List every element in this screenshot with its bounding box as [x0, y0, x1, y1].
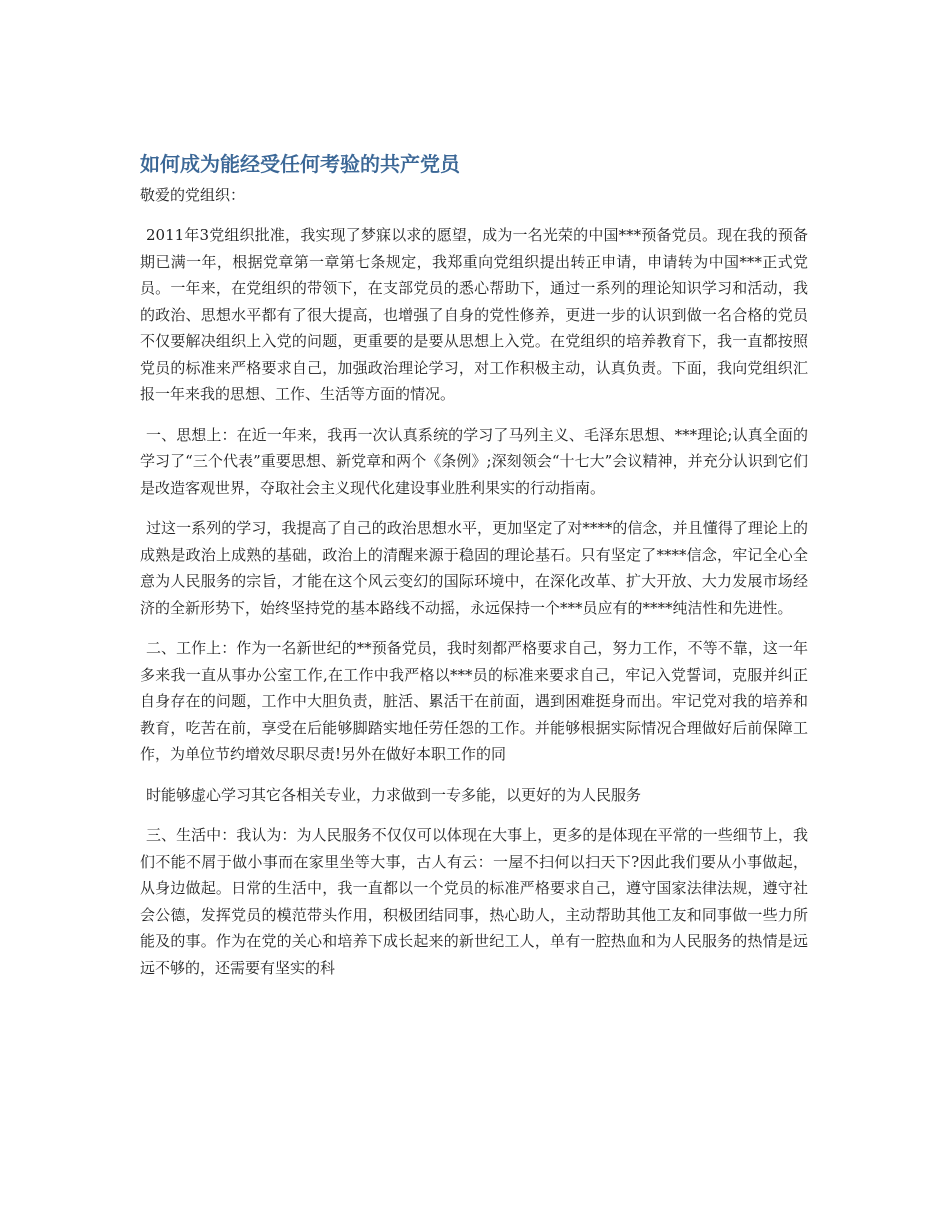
paragraph-work-continued: 时能够虚心学习其它各相关专业，力求做到一专多能，以更好的为人民服务: [146, 785, 642, 804]
paragraph-ideology: 一、思想上：在近一年来，我再一次认真系统的学习了马列主义、毛泽东思想、***理论;认真全面的学习了“三个代表”重要思想、新党章和两个《条例》;深刻领会“十七大”会议精神，并充分认识到它们是改造客观世界，夺取社会主义现代化建设事业胜利果实的行动指南。: [140, 425, 808, 497]
paragraph-life: 三、生活中：我认为：为人民服务不仅仅可以体现在大事上，更多的是体现在平常的一些细节上，我们不能不屑于做小事而在家里坐等大事，古人有云：一屋不扫何以扫天下?因此我们要从小事做起，从身边做起。日常的生活中，我一直都以一个党员的标准严格要求自己，遵守国家法律法规，遵守社会公德，发挥党员的模范带头作用，积极团结同事，热心助人，主动帮助其他工友和同事做一些力所能及的事。作为在党的关心和培养下成长起来的新世纪工人，单有一腔热血和为人民服务的热情是远远不够的，还需要有坚实的科: [140, 826, 808, 977]
paragraph-study-results: 过这一系列的学习，我提高了自己的政治思想水平，更加坚定了对****的信念，并且懂得了理论上的成熟是政治上成熟的基础，政治上的清醒来源于稳固的理论基石。只有坚定了****信念，牢记全心全意为人民服务的宗旨，才能在这个风云变幻的国际环境中，在深化改革、扩大开放、大力发展市场经济的全新形势下，始终坚持党的基本路线不动摇，永远保持一个***员应有的****纯洁性和先进性。: [140, 519, 808, 617]
salutation: 敬爱的党组织：: [140, 186, 246, 204]
document-body: [140, 150, 808, 981]
paragraph-intro: 2011年3党组织批准，我实现了梦寐以求的愿望，成为一名光荣的中国***预备党员。现在我的预备期已满一年，根据党章第一章第七条规定，我郑重向党组织提出转正申请，申请转为中国***正式党员。一年来，在党组织的带领下，在支部党员的悉心帮助下，通过一系列的理论知识学习和活动，我的政治、思想水平都有了很大提高，也增强了自身的党性修养，更进一步的认识到做一名合格的党员不仅要解决组织上入党的问题，更重要的是要从思想上入党。在党组织的培养教育下，我一直都按照党员的标准来严格要求自己，加强政治理论学习，对工作积极主动，认真负责。下面，我向党组织汇报一年来我的思想、工作、生活等方面的情况。: [140, 226, 808, 403]
paragraph-work: 二、工作上：作为一名新世纪的**预备党员，我时刻都严格要求自己，努力工作，不等不靠，这一年多来我一直从事办公室工作,在工作中我严格以***员的标准来要求自己，牢记入党誓词，克服并纠正自身存在的问题，工作中大胆负责，脏活、累活干在前面，遇到困难挺身而出。牢记党对我的培养和教育，吃苦在前，享受在后能够脚踏实地任劳任怨的工作。并能够根据实际情况合理做好后前保障工作，为单位节约增效尽职尽责!另外在做好本职工作的同: [140, 639, 808, 763]
document-title: 如何成为能经受任何考验的共产党员: [140, 152, 460, 176]
